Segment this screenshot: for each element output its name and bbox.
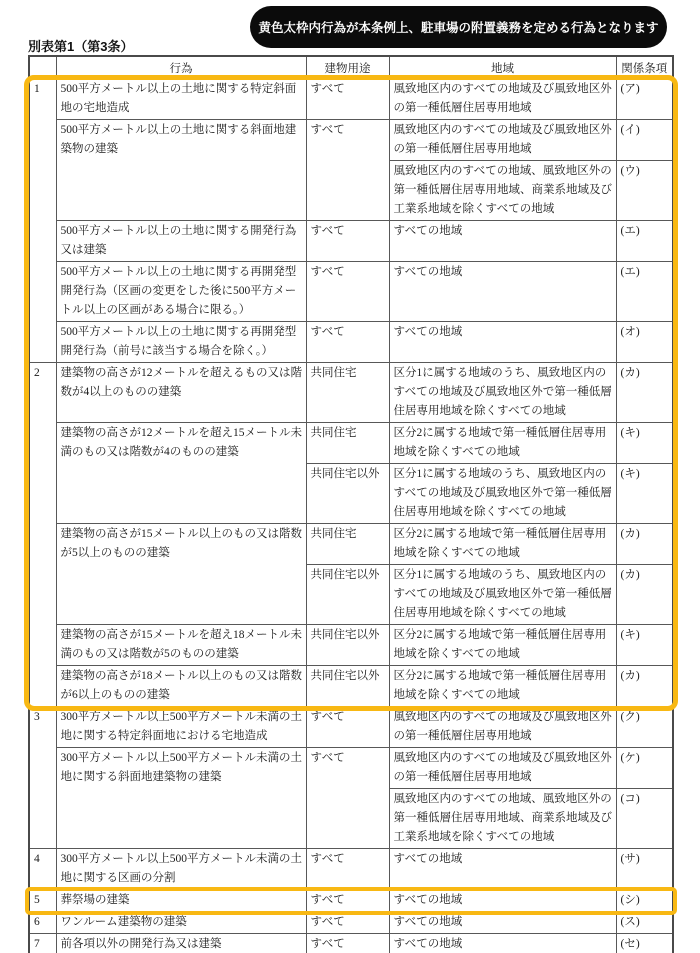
cell-use: 共同住宅 xyxy=(306,363,389,423)
cell-act: 建築物の高さが15メートルを超え18メートル未満のもの又は階数が5のものの建築 xyxy=(56,625,306,666)
header-row xyxy=(29,56,673,79)
cell-use: 共同住宅以外 xyxy=(306,565,389,625)
cell-act: 300平方メートル以上500平方メートル未満の土地に関する区画の分割 xyxy=(56,849,306,890)
cell-act: 300平方メートル以上500平方メートル未満の土地に関する特定斜面地における宅地造成 xyxy=(56,707,306,748)
cell-act: 500平方メートル以上の土地に関する斜面地建築物の建築 xyxy=(56,120,306,221)
cell-ref: (カ) xyxy=(616,565,673,625)
cell-ref: (セ) xyxy=(616,934,673,953)
cell-use: 共同住宅以外 xyxy=(306,625,389,666)
cell-area: すべての地域 xyxy=(389,890,616,912)
table-row xyxy=(29,849,673,890)
cell-num: 5 xyxy=(29,890,56,912)
cell-use: すべて xyxy=(306,849,389,890)
table-row xyxy=(29,322,673,363)
cell-area: 風致地区内のすべての地域及び風致地区外の第一種低層住居専用地域 xyxy=(389,79,616,120)
table-row xyxy=(29,423,673,464)
column-header-4: 関係条項 xyxy=(616,56,673,79)
cell-use: 共同住宅 xyxy=(306,423,389,464)
cell-ref: (ク) xyxy=(616,707,673,748)
column-header-2: 建物用途 xyxy=(306,56,389,79)
cell-act: 500平方メートル以上の土地に関する特定斜面地の宅地造成 xyxy=(56,79,306,120)
cell-area: すべての地域 xyxy=(389,912,616,934)
cell-ref: (キ) xyxy=(616,423,673,464)
cell-area: 風致地区内のすべての地域、風致地区外の第一種低層住居専用地域、商業系地域及び工業系地域を除くすべての地域 xyxy=(389,161,616,221)
table-body xyxy=(29,79,673,953)
cell-use: 共同住宅以外 xyxy=(306,666,389,707)
cell-area: すべての地域 xyxy=(389,322,616,363)
cell-use: すべて xyxy=(306,262,389,322)
column-header-empty xyxy=(29,56,56,79)
cell-use: すべて xyxy=(306,79,389,120)
table-row xyxy=(29,221,673,262)
column-header-1: 行為 xyxy=(56,56,306,79)
cell-act: 500平方メートル以上の土地に関する開発行為又は建築 xyxy=(56,221,306,262)
cell-ref: (サ) xyxy=(616,849,673,890)
cell-area: 区分2に属する地域で第一種低層住居専用地域を除くすべての地域 xyxy=(389,423,616,464)
cell-ref: (ア) xyxy=(616,79,673,120)
cell-area: 区分2に属する地域で第一種低層住居専用地域を除くすべての地域 xyxy=(389,625,616,666)
cell-num: 2 xyxy=(29,363,56,707)
table-row xyxy=(29,120,673,161)
cell-num: 4 xyxy=(29,849,56,890)
cell-ref: (カ) xyxy=(616,363,673,423)
table-row xyxy=(29,707,673,748)
cell-ref: (コ) xyxy=(616,789,673,849)
cell-use: 共同住宅以外 xyxy=(306,464,389,524)
table-row xyxy=(29,262,673,322)
table-row xyxy=(29,363,673,423)
cell-use: すべて xyxy=(306,322,389,363)
cell-area: 区分1に属する地域のうち、風致地区内のすべての地域及び風致地区外で第一種低層住居専用地域を除くすべての地域 xyxy=(389,363,616,423)
table-header xyxy=(29,56,673,79)
cell-use: すべて xyxy=(306,890,389,912)
cell-act: 前各項以外の開発行為又は建築 xyxy=(56,934,306,953)
table-title: 別表第1（第3条） xyxy=(28,39,134,54)
cell-ref: (エ) xyxy=(616,221,673,262)
cell-act: 500平方メートル以上の土地に関する再開発型開発行為（区画の変更をした後に500平方メートル以上の区画がある場合に限る。） xyxy=(56,262,306,322)
table-row xyxy=(29,934,673,953)
cell-area: 風致地区内のすべての地域、風致地区外の第一種低層住居専用地域、商業系地域及び工業系地域を除くすべての地域 xyxy=(389,789,616,849)
cell-use: すべて xyxy=(306,934,389,953)
cell-act: 500平方メートル以上の土地に関する再開発型開発行為（前号に該当する場合を除く。） xyxy=(56,322,306,363)
cell-ref: (オ) xyxy=(616,322,673,363)
table-row xyxy=(29,890,673,912)
cell-act: 建築物の高さが15メートル以上のもの又は階数が5以上のものの建築 xyxy=(56,524,306,625)
cell-use: すべて xyxy=(306,120,389,221)
table-row xyxy=(29,625,673,666)
cell-area: 風致地区内のすべての地域及び風致地区外の第一種低層住居専用地域 xyxy=(389,707,616,748)
cell-area: すべての地域 xyxy=(389,221,616,262)
table-row xyxy=(29,748,673,789)
cell-area: 区分2に属する地域で第一種低層住居専用地域を除くすべての地域 xyxy=(389,666,616,707)
table-row xyxy=(29,666,673,707)
cell-area: 風致地区内のすべての地域及び風致地区外の第一種低層住居専用地域 xyxy=(389,120,616,161)
cell-use: 共同住宅 xyxy=(306,524,389,565)
cell-act: 建築物の高さが18メートル以上のもの又は階数が6以上のものの建築 xyxy=(56,666,306,707)
cell-area: 区分1に属する地域のうち、風致地区内のすべての地域及び風致地区外で第一種低層住居専用地域を除くすべての地域 xyxy=(389,565,616,625)
cell-ref: (イ) xyxy=(616,120,673,161)
cell-ref: (キ) xyxy=(616,625,673,666)
cell-act: ワンルーム建築物の建築 xyxy=(56,912,306,934)
cell-act: 建築物の高さが12メートルを超えるもの又は階数が4以上のものの建築 xyxy=(56,363,306,423)
cell-act: 葬祭場の建築 xyxy=(56,890,306,912)
cell-area: 区分1に属する地域のうち、風致地区内のすべての地域及び風致地区外で第一種低層住居専用地域を除くすべての地域 xyxy=(389,464,616,524)
callout-banner xyxy=(250,6,667,48)
cell-ref: (キ) xyxy=(616,464,673,524)
cell-area: 区分2に属する地域で第一種低層住居専用地域を除くすべての地域 xyxy=(389,524,616,565)
cell-ref: (ウ) xyxy=(616,161,673,221)
column-header-3: 地域 xyxy=(389,56,616,79)
cell-ref: (ス) xyxy=(616,912,673,934)
cell-area: すべての地域 xyxy=(389,849,616,890)
cell-ref: (ケ) xyxy=(616,748,673,789)
cell-ref: (カ) xyxy=(616,524,673,565)
cell-use: すべて xyxy=(306,912,389,934)
cell-act: 300平方メートル以上500平方メートル未満の土地に関する斜面地建築物の建築 xyxy=(56,748,306,849)
cell-area: 風致地区内のすべての地域及び風致地区外の第一種低層住居専用地域 xyxy=(389,748,616,789)
cell-num: 6 xyxy=(29,912,56,934)
cell-act: 建築物の高さが12メートルを超え15メートル未満のもの又は階数が4のものの建築 xyxy=(56,423,306,524)
table-row xyxy=(29,79,673,120)
cell-num: 3 xyxy=(29,707,56,849)
table-row xyxy=(29,912,673,934)
cell-ref: (エ) xyxy=(616,262,673,322)
cell-num: 7 xyxy=(29,934,56,953)
cell-area: すべての地域 xyxy=(389,934,616,953)
cell-use: すべて xyxy=(306,221,389,262)
table-row xyxy=(29,524,673,565)
cell-area: すべての地域 xyxy=(389,262,616,322)
cell-use: すべて xyxy=(306,707,389,748)
callout-banner-text: 黄色太枠内行為が本条例上、駐車場の附置義務を定める行為となります xyxy=(258,21,659,35)
cell-ref: (カ) xyxy=(616,666,673,707)
cell-num: 1 xyxy=(29,79,56,363)
cell-use: すべて xyxy=(306,748,389,849)
cell-ref: (シ) xyxy=(616,890,673,912)
regulation-table xyxy=(28,55,674,953)
